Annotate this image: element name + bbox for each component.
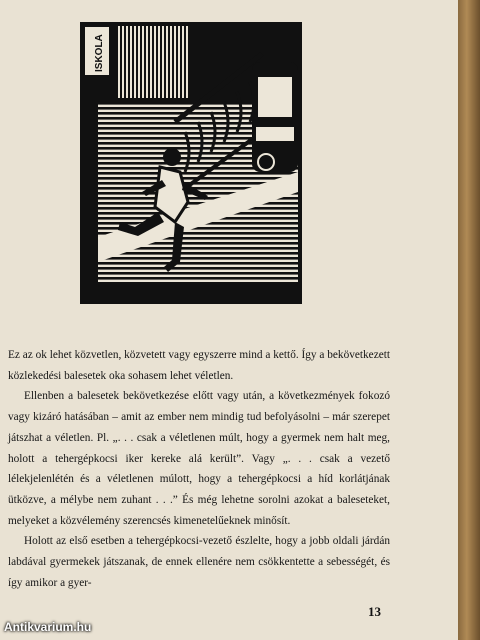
illustration-woodcut xyxy=(80,22,302,304)
paragraph-1: Ez az ok lehet közvetlen, közvetett vagy egyszerre mind a kettő. Így a bekövetkezett közlekedési balesetek oka sohasem lehet véletlen. xyxy=(8,349,390,382)
watermark: Antikvarium.hu xyxy=(4,620,92,634)
page-number: 13 xyxy=(368,604,381,619)
truck-front xyxy=(252,62,298,172)
book-spine xyxy=(458,0,480,640)
school-sign xyxy=(84,26,110,76)
paragraph-2: Ellenben a balesetek bekövetkezése előtt vagy után, a következmények fokozó vagy kizáró hatásában – amit az ember nem mindig tud befolyásolni – már szerepet játszhat a véletlen. Pl. „. . . csak a véletlenen múlt, hogy a gyermek nem halt meg, holott a tehergépkocsi iker kereke alá került”. Vagy „. . . csak a vezető lélekjelenlétén és a véletlenen múlott, hogy a tehergépkocsi a híd korlátjának ütközve, a mélybe nem zuhant . . .” És még lehetne sorolni azokat a baleseteket, melyeket a közvélemény szerencsés kimenetelűeknek minősít. xyxy=(8,390,390,527)
paragraph-3: Holott az első esetben a tehergépkocsi-vezető észlelte, hogy a jobb oldali járdán labdával gyermekek játszanak, de ennek ellenére nem csökkentette a sebességét, és így amikor a gyer- xyxy=(8,535,390,589)
svg-text:ISKOLA: ISKOLA xyxy=(94,34,105,72)
body-text xyxy=(8,345,390,593)
